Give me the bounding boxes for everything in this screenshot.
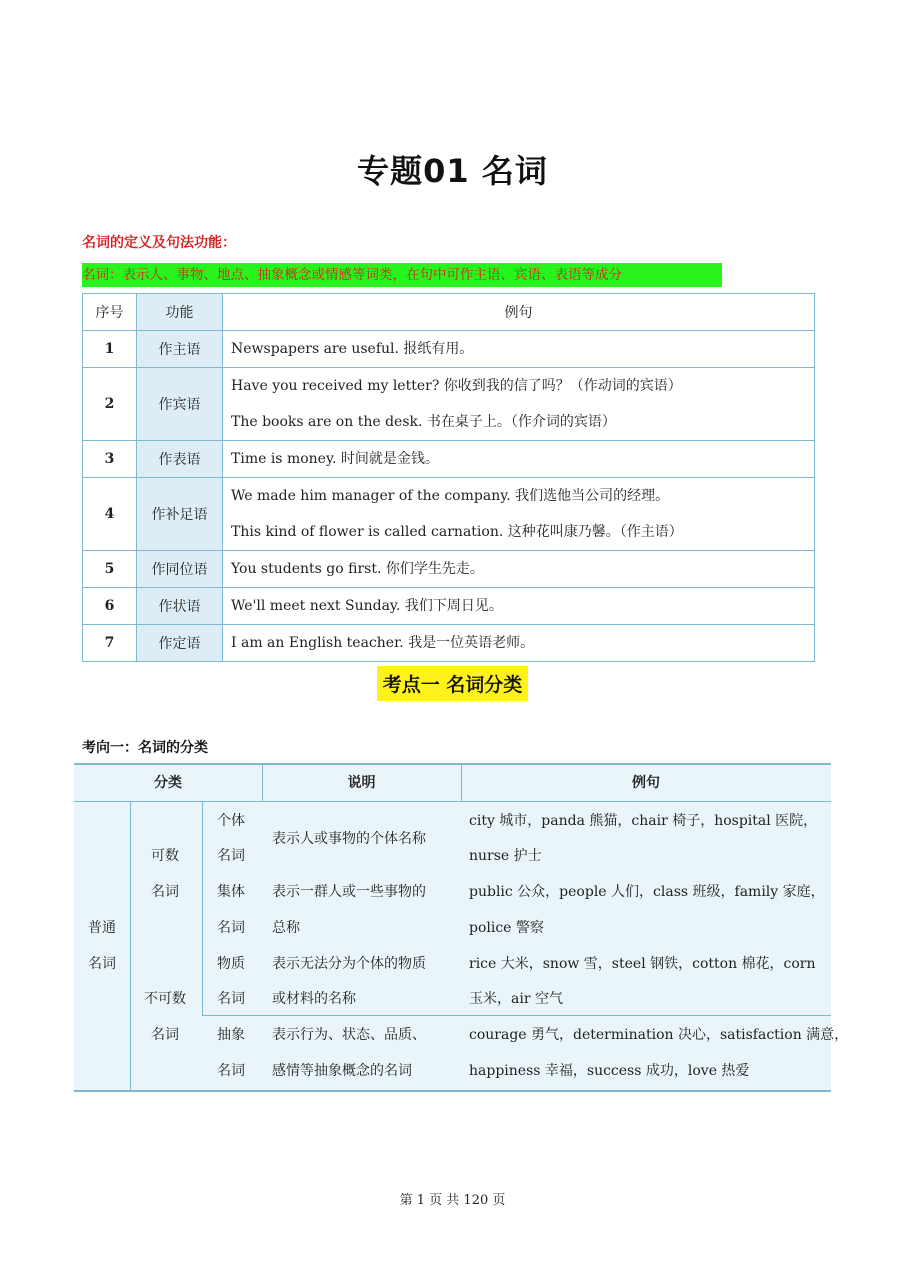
header-function: 功能 <box>137 294 223 331</box>
example-line: You students go first. 你们学生先走。 <box>231 561 484 577</box>
ex-material-2: 玉米，air 空气 <box>469 991 563 1007</box>
header-description: 说明 <box>347 775 376 791</box>
row-num: 3 <box>83 441 137 478</box>
example-line: Time is money. 时间就是金钱。 <box>231 451 439 467</box>
row-example <box>223 331 815 368</box>
col-divider <box>262 765 263 801</box>
header-category: 分类 <box>154 775 182 791</box>
table-row <box>83 478 815 551</box>
ex-individual-2: nurse 护士 <box>469 848 542 864</box>
individual-noun-2: 名词 <box>217 848 245 864</box>
collective-noun-1: 集体 <box>217 884 245 900</box>
row-example <box>223 551 815 588</box>
table-row <box>83 331 815 368</box>
desc-collective-1: 表示一群人或一些事物的 <box>272 884 426 900</box>
ex-individual-1: city 城市，panda 熊猫，chair 椅子，hospital 医院， <box>469 813 818 829</box>
ex-abstract-2: happiness 幸福，success 成功，love 热爱 <box>469 1063 750 1079</box>
row-function: 作定语 <box>137 625 223 662</box>
table-row <box>83 625 815 662</box>
row-num: 2 <box>83 368 137 441</box>
page-title: 专题01 名词 <box>357 152 548 190</box>
row-example <box>223 441 815 478</box>
row-function: 作主语 <box>137 331 223 368</box>
desc-individual: 表示人或事物的个体名称 <box>272 831 426 847</box>
noun-classification-table <box>74 763 849 1092</box>
common-noun-label-1: 普通 <box>88 920 116 936</box>
row-example <box>223 588 815 625</box>
row-num: 5 <box>83 551 137 588</box>
material-noun-2: 名词 <box>217 991 245 1007</box>
table-row <box>83 368 815 441</box>
row-num: 7 <box>83 625 137 662</box>
row-num: 4 <box>83 478 137 551</box>
table-row <box>83 441 815 478</box>
row-num: 1 <box>83 331 137 368</box>
row-example <box>223 478 815 551</box>
sub-heading: 考向一：名词的分类 <box>82 740 208 756</box>
example-line: We'll meet next Sunday. 我们下周日见。 <box>231 598 503 614</box>
desc-material-1: 表示无法分为个体的物质 <box>272 956 426 972</box>
definition-highlight: 名词：表示人、事物、地点、抽象概念或情感等词类，在句中可作主语、宾语、表语等成分 <box>82 263 722 287</box>
topic-banner: 考点一 名词分类 <box>377 666 529 701</box>
row-example <box>223 368 815 441</box>
uncountable-label-2: 名词 <box>151 1027 179 1043</box>
header-num: 序号 <box>83 294 137 331</box>
uncountable-label-1: 不可数 <box>144 991 186 1007</box>
col-divider <box>202 801 203 1015</box>
table-row <box>83 588 815 625</box>
row-function: 作表语 <box>137 441 223 478</box>
example-line: We made him manager of the company. 我们选他当公司的经理。 <box>231 488 670 504</box>
example-line: This kind of flower is called carnation. 这种花叫康乃馨。（作主语） <box>231 524 683 540</box>
ex-collective-2: police 警察 <box>469 920 544 936</box>
ex-collective-1: public 公众，people 人们，class 班级，family 家庭， <box>469 884 825 900</box>
ex-abstract-1: courage 勇气，determination 决心，satisfaction 满意， <box>469 1027 849 1043</box>
ex-material-1: rice 大米，snow 雪，steel 钢铁，cotton 棉花，corn <box>469 956 816 972</box>
example-line: Newspapers are useful. 报纸有用。 <box>231 341 474 357</box>
section-heading: 名词的定义及句法功能： <box>82 235 236 251</box>
syntax-function-table <box>82 293 815 662</box>
col-divider <box>130 801 131 1090</box>
countable-label-1: 可数 <box>151 848 179 864</box>
row-function: 作状语 <box>137 588 223 625</box>
row-num: 6 <box>83 588 137 625</box>
example-line: I am an English teacher. 我是一位英语老师。 <box>231 635 535 651</box>
abstract-noun-2: 名词 <box>217 1063 245 1079</box>
header-divider <box>74 801 831 802</box>
row-function: 作同位语 <box>137 551 223 588</box>
countable-label-2: 名词 <box>151 884 179 900</box>
collective-noun-2: 名词 <box>217 920 245 936</box>
page-footer: 第 1 页 共 120 页 <box>399 1193 506 1208</box>
example-line: Have you received my letter? 你收到我的信了吗？（作动词的宾语） <box>231 378 682 394</box>
desc-collective-2: 总称 <box>272 920 300 936</box>
abstract-noun-1: 抽象 <box>217 1027 245 1043</box>
desc-abstract-1: 表示行为、状态、品质、 <box>272 1027 426 1043</box>
row-function: 作补足语 <box>137 478 223 551</box>
header-example: 例句 <box>223 294 815 331</box>
col-divider <box>461 765 462 801</box>
example-line: The books are on the desk. 书在桌子上。（作介词的宾语） <box>231 414 616 430</box>
common-noun-label-2: 名词 <box>88 956 116 972</box>
material-noun-1: 物质 <box>217 956 245 972</box>
header-example: 例句 <box>632 775 660 791</box>
banner-container <box>0 666 905 701</box>
individual-noun-1: 个体 <box>217 813 245 829</box>
row-example <box>223 625 815 662</box>
desc-material-2: 或材料的名称 <box>272 991 356 1007</box>
row-function: 作宾语 <box>137 368 223 441</box>
table-header-row <box>83 294 815 331</box>
table-row <box>83 551 815 588</box>
desc-abstract-2: 感情等抽象概念的名词 <box>272 1063 412 1079</box>
